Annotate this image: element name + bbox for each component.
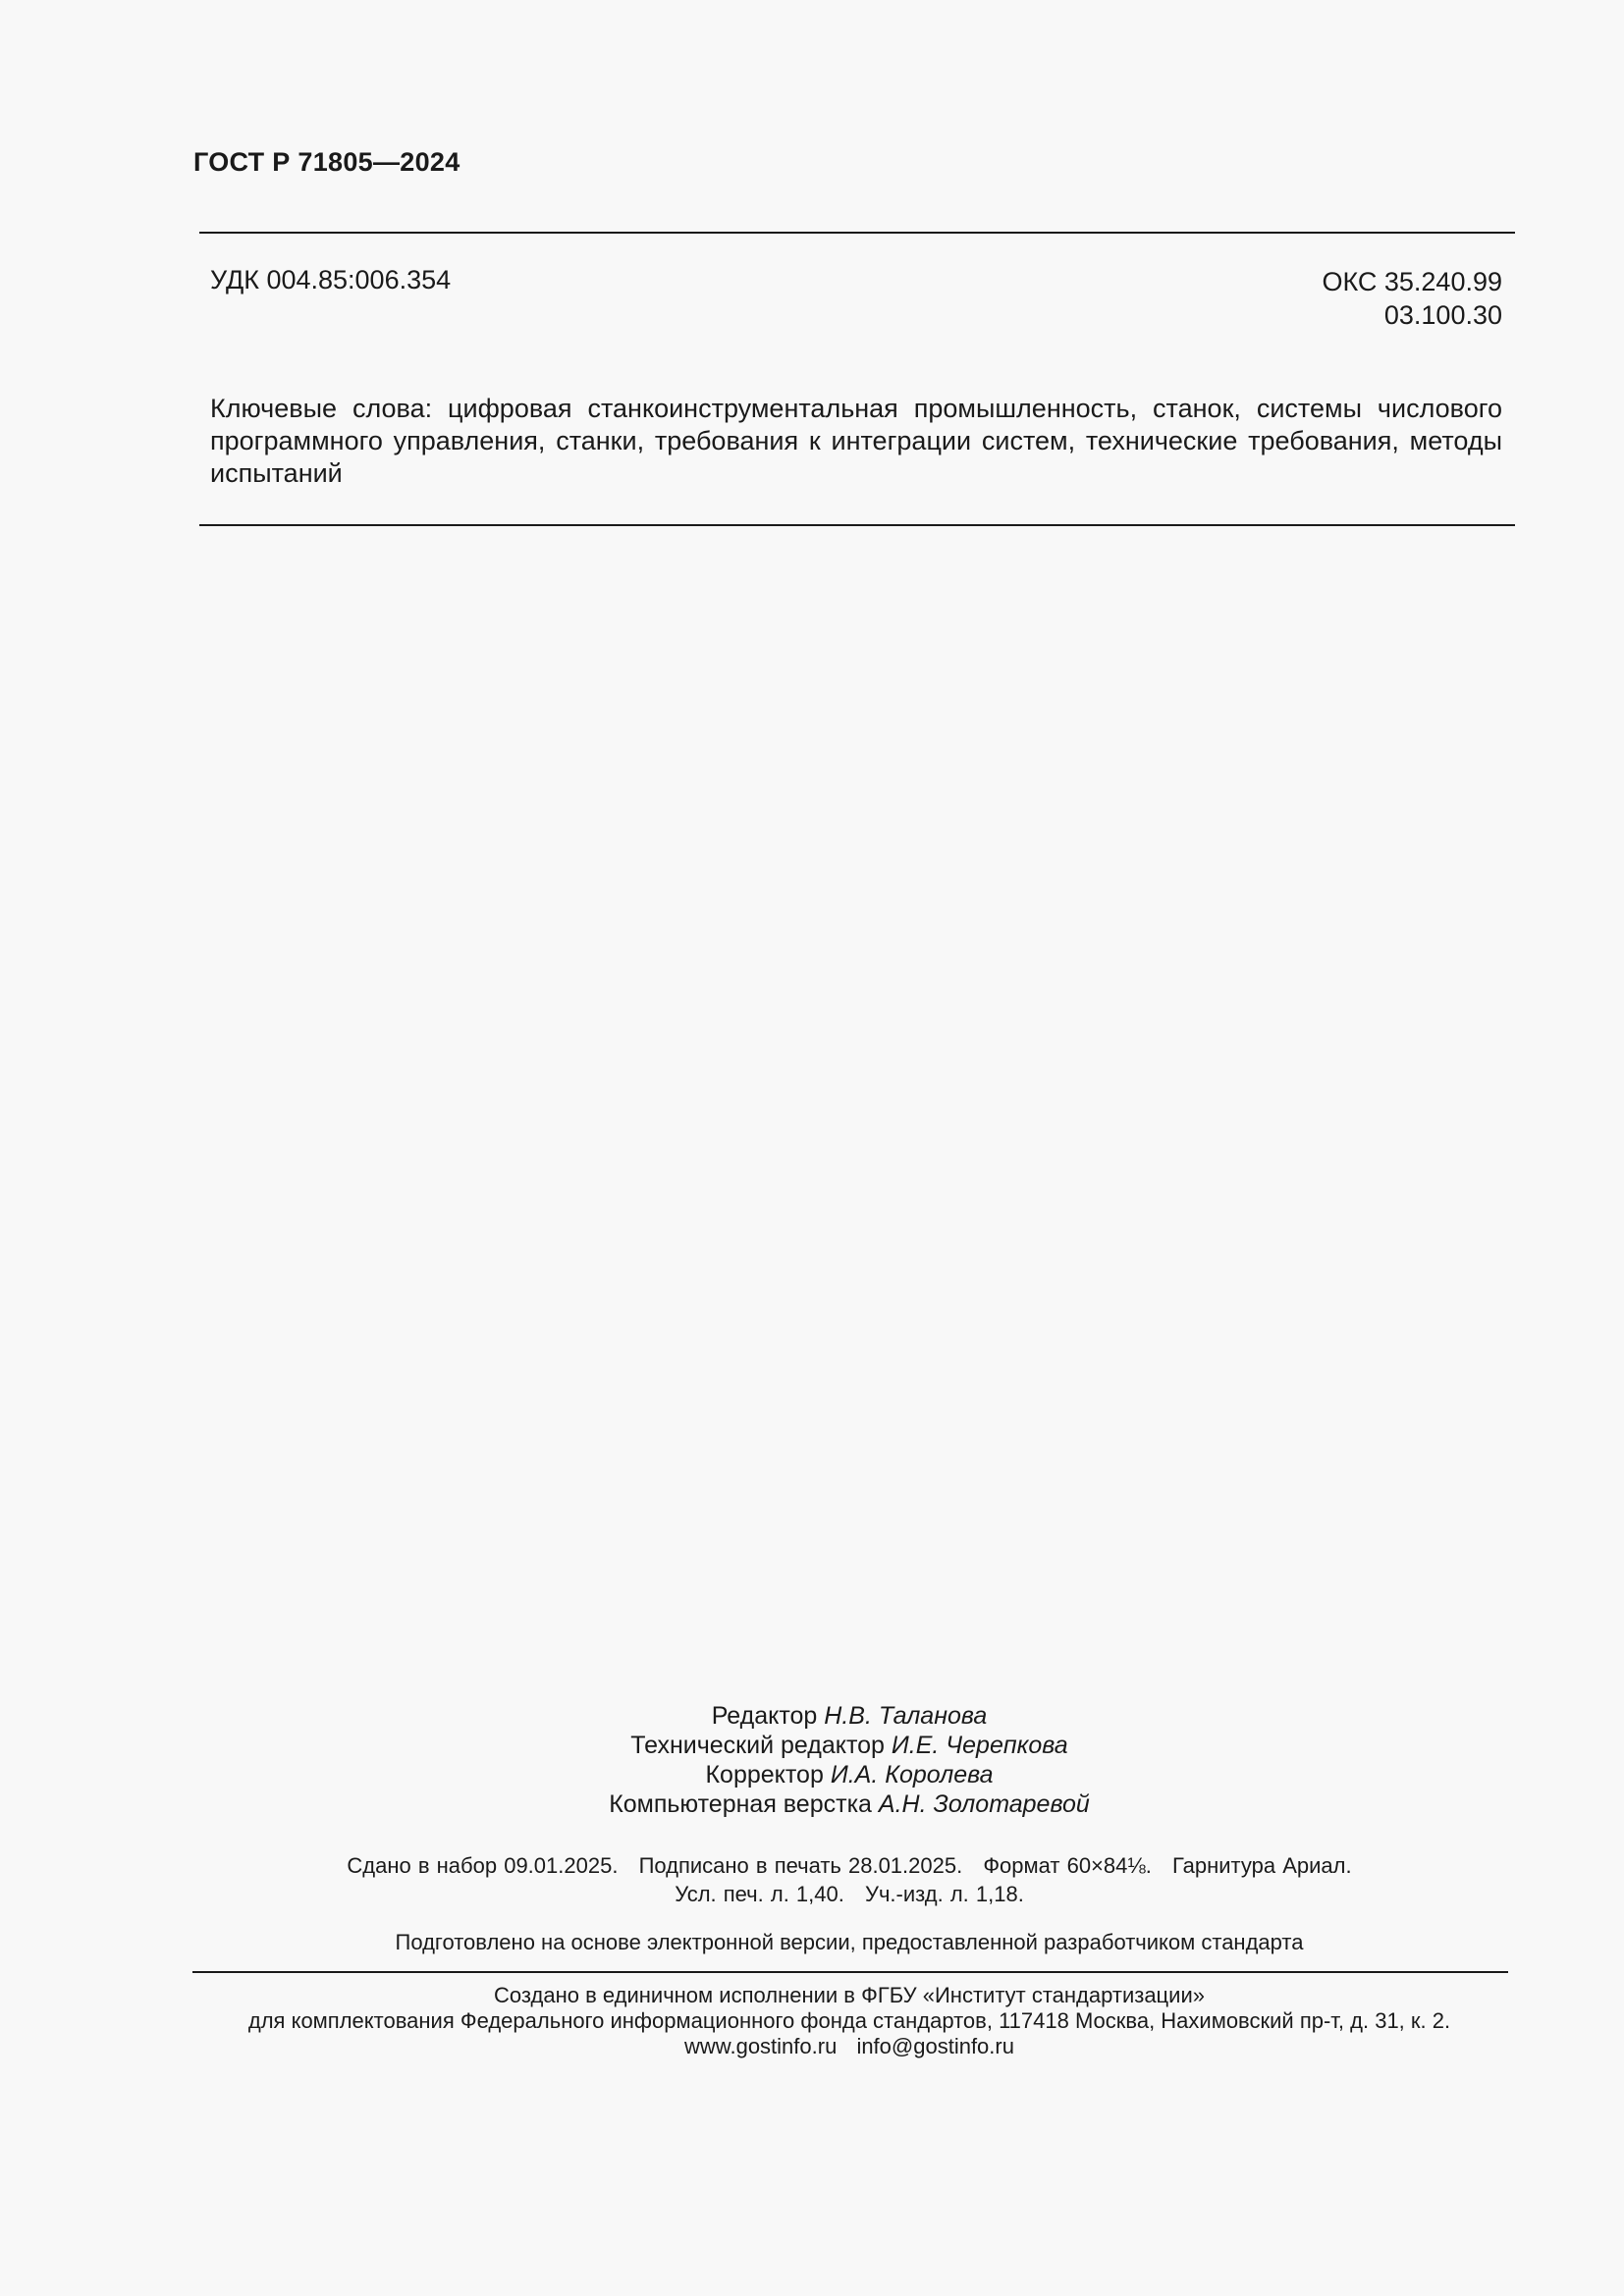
prepared-note: Подготовлено на основе электронной версии, предоставленной разработчиком стандарта [395,1930,1304,1954]
footer-email-link[interactable]: info@gostinfo.ru [856,2034,1014,2058]
print-info-block [0,1851,1624,1908]
credit-layout-name: А.Н. Золотаревой [878,1790,1090,1818]
oks-codes [1322,265,1502,332]
print-sheets: Усл. печ. л. 1,40. [675,1882,844,1906]
oks-code-secondary: 03.100.30 [1383,300,1502,330]
top-divider [199,232,1515,234]
keywords-paragraph: Ключевые слова: цифровая станкоинструментальная промышленность, станок, системы числового программного управления, станки, требования к интеграции систем, технические требования, методы испытаний [210,394,1502,488]
credit-layout [0,1789,1624,1819]
credit-editor-label: Редактор [711,1702,818,1730]
udk-code: УДК 004.85:006.354 [210,265,452,294]
credit-tech-editor-label: Технический редактор [630,1732,885,1759]
credit-proofreader [0,1760,1624,1789]
credit-editor [0,1701,1624,1731]
footer-line-2: для комплектования Федерального информационного фонда стандартов, 117418 Москва, Нахимовский пр-т, д. 31, к. 2. [247,2008,1451,2033]
print-submitted: Сдано в набор 09.01.2025. [347,1853,619,1878]
credit-proofreader-name: И.А. Королева [830,1761,994,1789]
credit-tech-editor [0,1731,1624,1760]
footer-divider [192,1971,1508,1973]
document-code: ГОСТ Р 71805—2024 [193,147,460,177]
keywords-divider [199,524,1515,526]
credit-layout-label: Компьютерная верстка [609,1790,872,1818]
print-typeface: Гарнитура Ариал. [1171,1853,1352,1878]
footer-contacts [0,2034,1624,2059]
print-signed: Подписано в печать 28.01.2025. [638,1853,963,1878]
credit-tech-editor-name: И.Е. Черепкова [891,1732,1068,1759]
credit-proofreader-label: Корректор [705,1761,824,1789]
publication-sheets: Уч.-изд. л. 1,18. [864,1882,1024,1906]
print-format: Формат 60×84⅛. [983,1853,1152,1878]
oks-code-primary: ОКС 35.240.99 [1322,267,1502,296]
print-info-line-2 [0,1880,1624,1908]
footer-website-link[interactable]: www.gostinfo.ru [684,2034,838,2058]
publisher-footer [0,1983,1624,2059]
credits-block [0,1701,1624,1819]
footer-line-1: Создано в единичном исполнении в ФГБУ «Институт стандартизации» [494,1983,1205,2007]
print-info-line-1 [0,1851,1624,1880]
credit-editor-name: Н.В. Таланова [824,1702,988,1730]
